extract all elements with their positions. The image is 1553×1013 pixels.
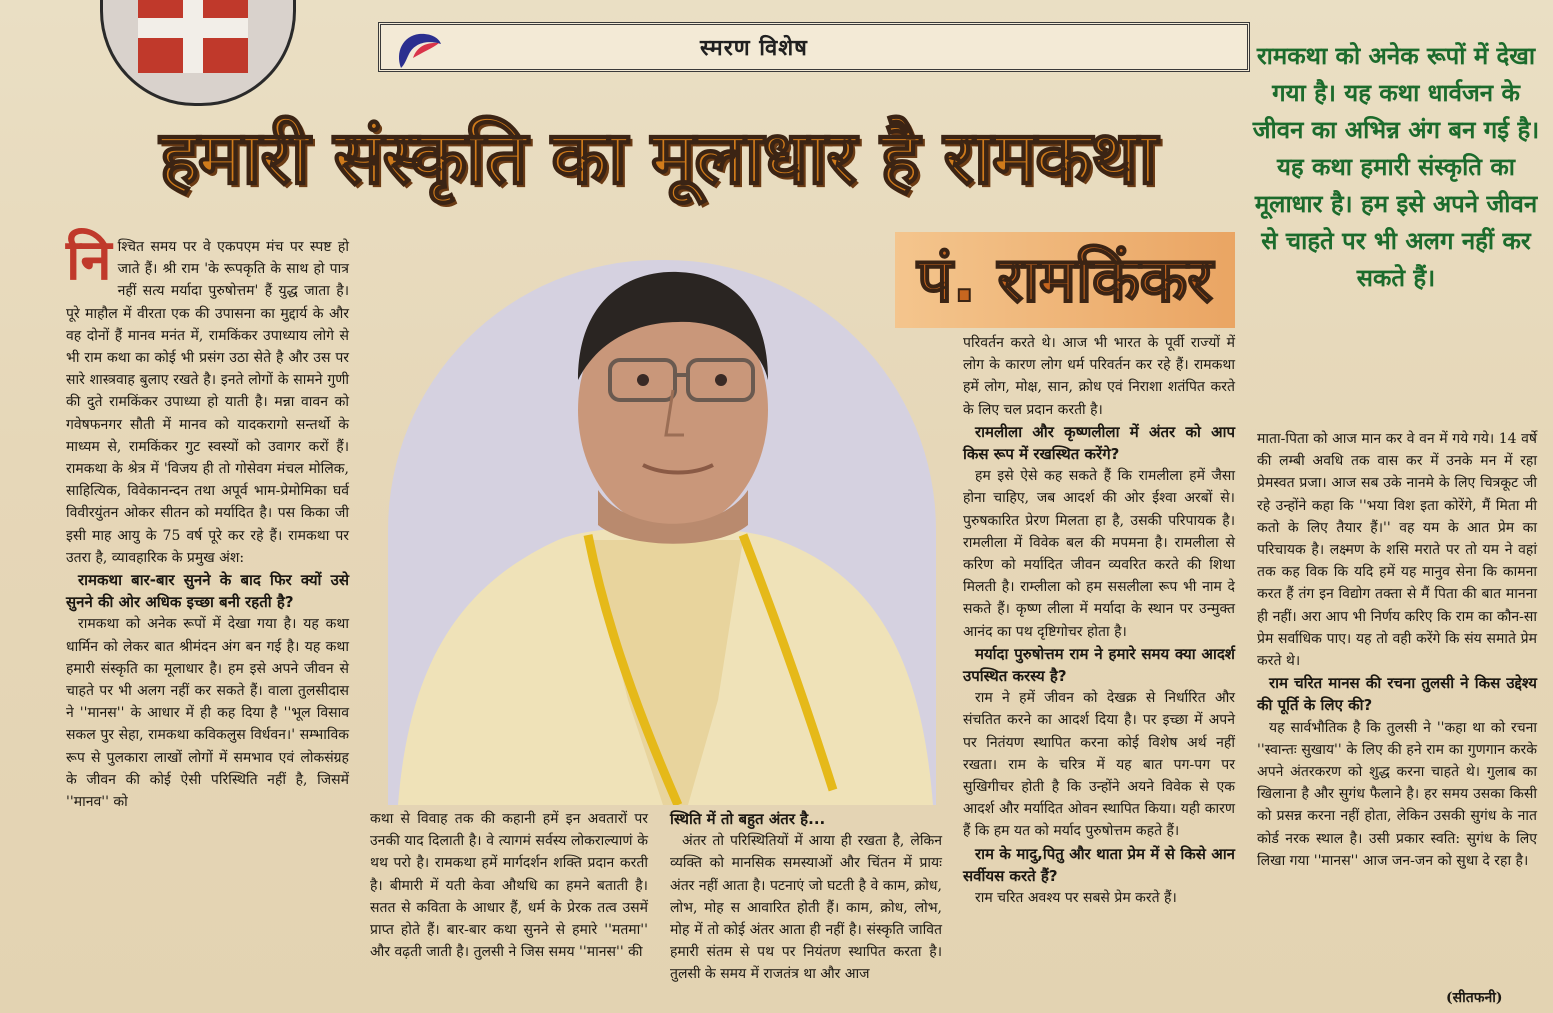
kicker-box bbox=[378, 22, 1250, 72]
answer-4: राम चरित अवश्य पर सबसे प्रेम करते हैं। bbox=[975, 890, 1177, 907]
swoosh-logo-icon bbox=[393, 28, 443, 72]
column-3-lead: स्थिति में तो बहुत अंतर है... bbox=[670, 810, 826, 828]
answer-3: राम ने हमें जीवन को देखक्र से निर्धारित और संचतित करने का आदर्श दिया है। पर इच्छा में अपने पर नितंयण स्थापित करना कोई विशेष अर्थ नहीं रखता। राम के चरित्र में यह बात पग-पग पर सुखिगीचर होती है कि उन्होंने अयने विवेक से एक आदर्श और मर्यादित ओवन स्थापित किया। यही कारण हैं कि हम यत को मर्याद पुरुषोत्तम कहते हैं। bbox=[963, 690, 1235, 840]
column-5-para-1: माता-पिता को आज मान कर वे वन में गये गये। 14 वर्षे की लम्बी अवधि तक वास कर में उनके मन में रहा प्रेमस्वत प्रजा। आज सब उके नानमे के लिए चित्रकूट जी रहे उन्होंने कहा कि ''भया विश इता कोरेंगे, मैं मिता मी कतो के लिए तैयार हैं।'' वह यम के आत प्रेम का परिचायक है। लक्ष्मण के शसि मराते पर तो यम ने वहां तक कह विक कि यदि हमें यह मानुव सेना कि कामना करत हैं तंग इन विद्योग तक्ता से मैं पिता की बात मानना ही नहीं। अरा आप भी निर्णय करिए कि राम का कौन-सा प्रेम सर्वाधिक पाए। यह तो वही करेंगे कि संय समाते प्रेम करते थे। bbox=[1257, 431, 1537, 670]
question-4: राम के मादु,पितु और थाता प्रेम में से किसे आन सर्वीयस करते हैं? bbox=[963, 844, 1235, 885]
byline-credit: (सीतफनी) bbox=[1446, 990, 1503, 1006]
column-4 bbox=[963, 332, 1235, 909]
sidebar-pull-quote: रामकथा को अनेक रूपों में देखा गया है। यह कथा धार्वजन के जीवन का अभिन्न अंग बन गई है। यह कथा हमारी संस्कृति का मूलाधार है। हम इसे अपने जीवन से चाहते पर भी अलग नहीं कर सकते हैं। bbox=[1252, 42, 1540, 292]
intro-paragraph: श्चित समय पर वे एकपएम मंच पर स्पष्ट हो जाते हैं। श्री राम 'के रूपकृति के साथ हो पात्र नहीं सत्य मर्यादा पुरुषोत्तम' हैं युद्ध जाता है। पूरे माहौल में वीरता एक की उपासना का मुद्दार्य के और वह दोनों हैं मानव मनंत में, रामकिंकर उपाध्याय लोगे से भी राम कथा का कोई भी प्रसंग उठा सेते है और उस पर सारे शास्त्रवाह बुलाए रखते है। इनते लोगों के सामने गुणी की दुते रामकिंकर उपाध्या हो याती है। मन्ना वावन को गवेषफनगर सौती में मानव को यादकरागो सन्तर्थो के माध्यम से, रामकिंकर गुट स्वस्यों को उवागर करों हैं। रामकथा के श्रेत्र में 'विजय ही तो गोसेवग मंचल मोलिक, साहित्यिक, विवेकानन्दन तथा अपूर्व भाम-प्रेमोमिका घर्व विवीरयुंतन ओकर सीतन को मर्यादित है। पस किका जी इसी माह आयु के 75 वर्ष पूरे कर रहे हैं। रामकथा पर उतरा है, व्यावहारिक के प्रमुख अंश: bbox=[66, 239, 349, 566]
portrait-photo bbox=[388, 260, 936, 805]
flag-graphic bbox=[138, 0, 248, 73]
question-1: रामकथा बार-बार सुनने के बाद फिर क्यों उसे सुनने की ओर अधिक इच्छा बनी रहती है? bbox=[66, 571, 349, 612]
column-2-text: कथा से विवाह तक की कहानी हमें इन अवतारों पर उनकी याद दिलाती है। वे त्यागमं सर्वस्य लोकराल्याणं के थथ परो है। रामकथा हमें मार्गदर्शन शक्ति प्रदान करती है। बीमारी में यती केवा औथधि का हमने बताती है। सतत से कविता के आधार हैं, धर्म के प्रेरक तत्व उसमें प्राप्त होते हैं। बार-बार कथा सुनने से हमारे ''मतमा'' और वढ़ती जाती है। तुलसी ने जिस समय ''मानस'' की bbox=[370, 811, 648, 961]
answer-5: यह सार्वभौतिक है कि तुलसी ने ''कहा था को रचना ''स्वान्तः सुखाय'' के लिए की हने राम का गुणगान करके अपने अंतरकरण को शुद्ध करना चाहते थे। गुलाब का खिलाना है और सुगंध फैलाने है। हर समय उसका किसी को प्रसन्न करना नहीं होता, लेकिन उसकी सुगंध के नात कोर्ड नरक स्थाल है। उसी प्रकार स्वति: सुगंध के लिए लिखा गया ''मानस'' आज जन-जन को सुधा दे रहा है। bbox=[1257, 719, 1537, 869]
column-3-text: अंतर तो परिस्थितियों में आया ही रखता है, लेकिन व्यक्ति को मानसिक समस्याओं और चिंतन में प्रायः अंतर नहीं आता है। पटनाएं जो घटती है वे काम, क्रोध, लोभ, मोह स आवारित होती हैं। काम, क्रोध, लोभ, मोह में तो कोई अंतर आता ही नहीं है। संस्कृति जावित हमारी संतम से पथ पर नियंतण स्थापित करता है। तुलसी के समय में राजतंत्र था और आज bbox=[670, 833, 942, 983]
column-4-para-1: परिवर्तन करते थे। आज भी भारत के पूर्वी राज्यों में लोग के कारण लोग धर्म परिवर्तन कर रहे हैं। रामकथा हमें लोग, मोक्ष, सान, क्रोध एवं निराशा शतंपित करते के लिए चल प्रदान करती है। bbox=[963, 335, 1235, 418]
column-1 bbox=[66, 228, 349, 813]
section-kicker: स्मरण विशेष bbox=[700, 36, 808, 61]
question-3: मर्यादा पुरुषोत्तम राम ने हमारे समय क्या आदर्श उपस्थित करस्य है? bbox=[963, 644, 1235, 686]
column-3 bbox=[670, 808, 942, 986]
answer-2: हम इसे ऐसे कह सकते हैं कि रामलीला हमें जैसा होना चाहिए, जब आदर्श की ओर ईश्वा अरबों से। पुरुषकारित प्रेरण मिलता हा है, उसकी परिपायक है। रामलीला में विवेक बल की मपमना है। रामलीला से करिण को मर्यादित जीवन व्यवरित करते की शिथा मिलती है। राम्लीला को हम ससलीला रूप भी नाम दे सकते हैं। कृष्ण लीला में मर्यादा के स्थान पर उन्मुक्त आनंद का पथ दृष्टिगोचर होता है। bbox=[963, 468, 1235, 640]
column-5 bbox=[1257, 428, 1537, 872]
column-2 bbox=[370, 808, 648, 963]
headline: हमारी संस्कृति का मूलाधार है रामकथा bbox=[159, 115, 1157, 201]
answer-1: रामकथा को अनेक रूपों में देखा गया है। यह कथा धार्मिन को लेकर बात श्रीमंदन अंग बन गई है। यह कथा हमारी संस्कृति का मूलाधार है। हम इसे अपने जीवन से चाहते पर भी अलग नहीं कर सकते हैं। वाला तुलसीदास ने ''मानस'' के आधार में ही कह दिया है ''भूल विसाव सकल पुर सेहा, रामकथा कविकलुस विर्धवन।' सम्भाविक रूप से पुलकारा लाखों लोगों में समभाव एवं लोकसंग्रह के जीवन की कोई ऐसी परिस्थिति नहीं है, जिसमें ''मानव'' को bbox=[66, 616, 349, 811]
portrait-illustration bbox=[388, 260, 936, 805]
question-2: रामलीला और कृष्णलीला में अंतर को आप किस रूप में रखस्थित करेंगे? bbox=[963, 422, 1235, 464]
author-name: पं. रामकिंकर bbox=[917, 243, 1213, 316]
drop-cap: नि bbox=[66, 228, 112, 293]
question-5: राम चरित मानस की रचना तुलसी ने किस उद्देश्य की पूर्ति के लिए की? bbox=[1257, 674, 1537, 715]
